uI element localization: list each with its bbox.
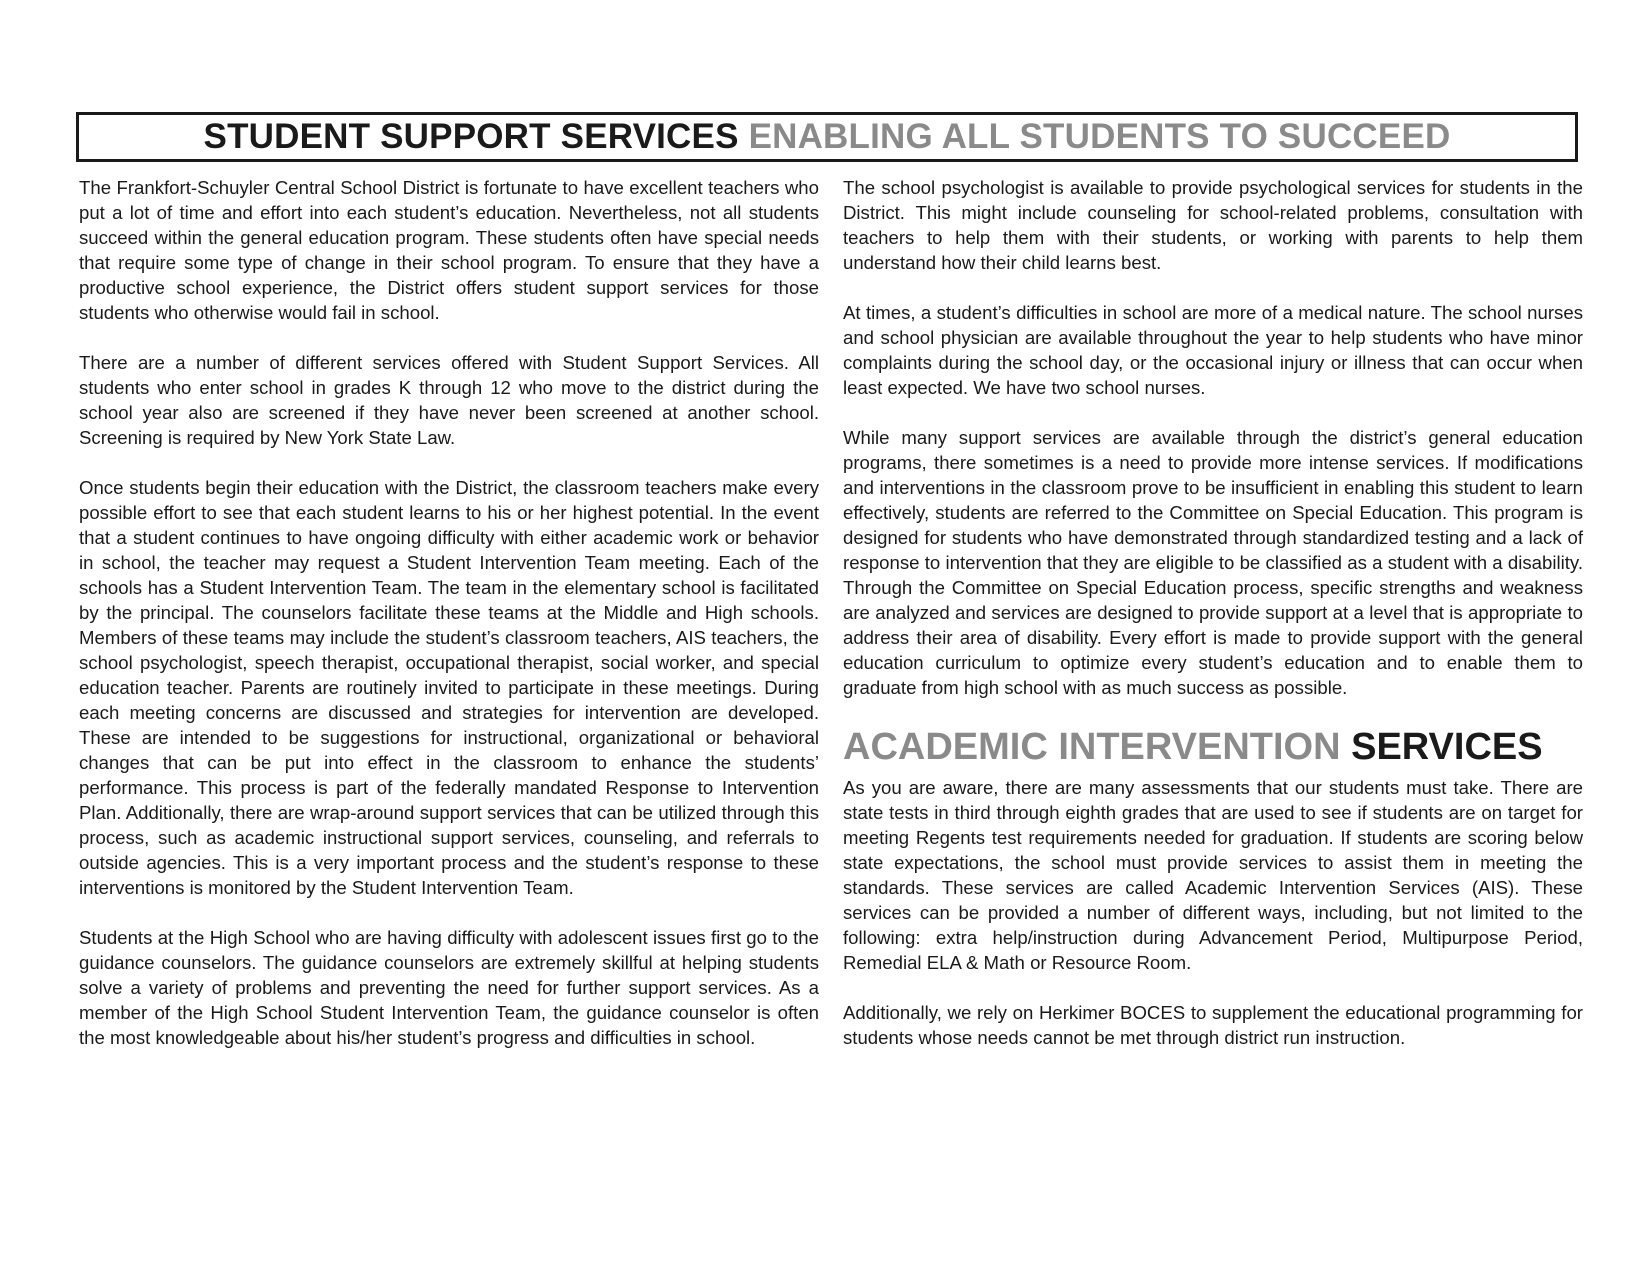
- section-title-ais: [843, 725, 1583, 769]
- header-title-dark: STUDENT SUPPORT SERVICES: [203, 117, 739, 156]
- section-title-dark: SERVICES: [1351, 726, 1543, 768]
- section-title-gray: ACADEMIC INTERVENTION: [843, 726, 1341, 768]
- header-title-gray: ENABLING ALL STUDENTS TO SUCCEED: [748, 117, 1451, 156]
- paragraph-guidance: Students at the High School who are having difficulty with adolescent issues first go to the guidance counselors. The guidance counselors are extremely skillful at helping students solve a variety of problems and preventing the need for further support services. As a member of the High School Student Intervention Team, the guidance counselor is often the most knowledgeable about his/her student’s progress and difficulties in school.: [79, 927, 819, 1048]
- paragraph-psychologist: The school psychologist is available to provide psychological services for students in the District. This might include counseling for school-related problems, consultation with teachers to help them with their students, or working with parents to help them understand how their child learns best.: [843, 177, 1583, 273]
- paragraph-intervention-team: Once students begin their education with the District, the classroom teachers make every possible effort to see that each student learns to his or her highest potential. In the event that a student continues to have ongoing difficulty with either academic work or behavior in school, the teacher may request a Student Intervention Team meeting. Each of the schools has a Student Intervention Team. The team in the elementary school is facilitated by the principal. The counselors facilitate these teams at the Middle and High schools. Members of these teams may include the student’s classroom teachers, AIS teachers, the school psychologist, speech therapist, occupational therapist, social worker, and special education teacher. Parents are routinely invited to participate in these meetings. During each meeting concerns are discussed and strategies for intervention are developed. These are intended to be suggestions for instructional, organizational or behavioral changes that can be put into effect in the classroom to enhance the students’ performance. This process is part of the federally mandated Response to Intervention Plan. Additionally, there are wrap-around support services that can be utilized through this process, such as academic instructional support services, counseling, and referrals to outside agencies. This is a very important process and the student’s response to these interventions is monitored by the Student Intervention Team.: [79, 477, 819, 898]
- right-column: [843, 175, 1583, 1075]
- paragraph-intro: The Frankfort-Schuyler Central School District is fortunate to have excellent teachers who put a lot of time and effort into each student’s education. Nevertheless, not all students succeed within the general education program. These students often have special needs that require some type of change in their school program. To ensure that they have a productive school experience, the District offers student support services for those students who otherwise would fail in school.: [79, 177, 819, 323]
- page-header: [76, 112, 1578, 162]
- paragraph-special-education: While many support services are available through the district’s general education programs, there sometimes is a need to provide more intense services. If modifications and interventions in the classroom prove to be insufficient in enabling this student to learn effectively, students are referred to the Committee on Special Education. This program is designed for students who have demonstrated through standardized testing and a lack of response to intervention that they are eligible to be classified as a student with a disability. Through the Committee on Special Education process, specific strengths and weakness are analyzed and services are designed to provide support at a level that is appropriate to address their area of disability. Every effort is made to provide support with the general education curriculum to optimize every student’s education and to enable them to graduate from high school with as much success as possible.: [843, 427, 1583, 698]
- paragraph-screening: There are a number of different services offered with Student Support Services. All students who enter school in grades K through 12 who move to the district during the school year also are screened if they have never been screened at another school. Screening is required by New York State Law.: [79, 352, 819, 448]
- paragraph-assessments: As you are aware, there are many assessments that our students must take. There are state tests in third through eighth grades that are used to see if students are on target for meeting Regents test requirements needed for graduation. If students are scoring below state expectations, the school must provide services to assist them in meeting the standards. These services are called Academic Intervention Services (AIS). These services can be provided a number of different ways, including, but not limited to the following: extra help/instruction during Advancement Period, Multipurpose Period, Remedial ELA & Math or Resource Room.: [843, 777, 1583, 973]
- left-column: [79, 175, 819, 1075]
- paragraph-boces: Additionally, we rely on Herkimer BOCES to supplement the educational programming for students whose needs cannot be met through district run instruction.: [843, 1002, 1583, 1048]
- paragraph-nurses: At times, a student’s difficulties in school are more of a medical nature. The school nurses and school physician are available throughout the year to help students who have minor complaints during the school day, or the occasional injury or illness that can occur when least expected. We have two school nurses.: [843, 302, 1583, 398]
